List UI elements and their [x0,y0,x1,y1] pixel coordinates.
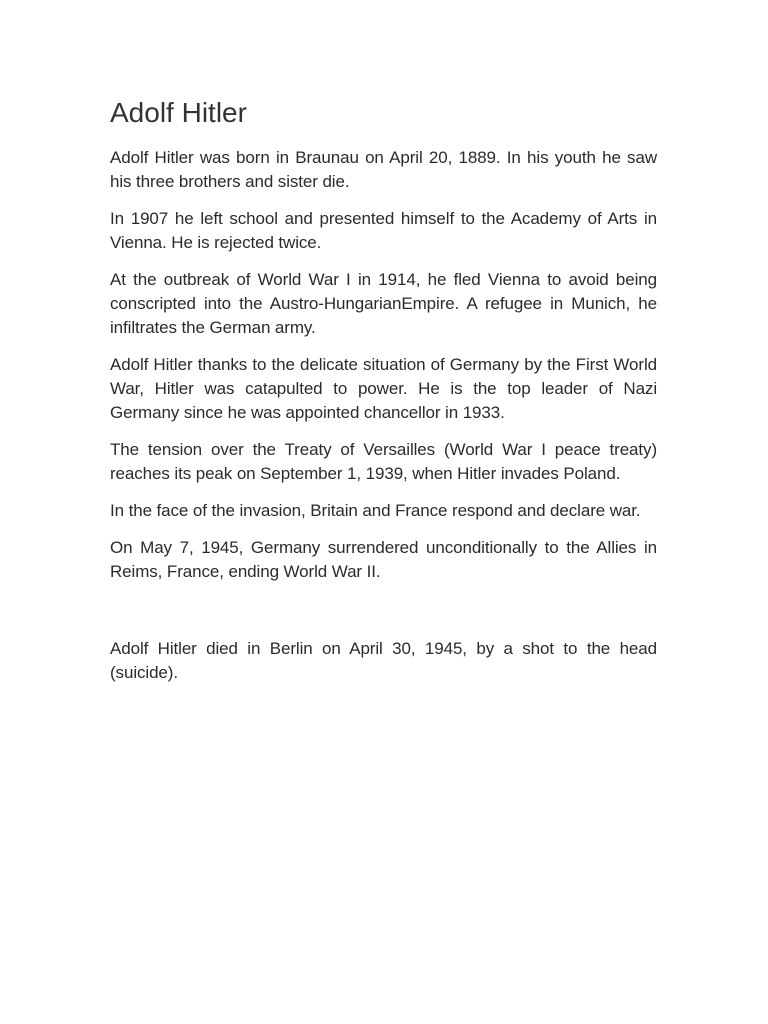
paragraph-academy: In 1907 he left school and presented himself to the Academy of Arts in Vienna. He is rejected twice. [110,209,657,252]
paragraph-war-declared: In the face of the invasion, Britain and France respond and declare war. [110,501,641,520]
paragraph-versailles: The tension over the Treaty of Versailles (World War I peace treaty) reaches its peak on September 1, 1939, when Hitler invades Poland. [110,440,657,483]
paragraph-death: Adolf Hitler died in Berlin on April 30, 1945, by a shot to the head (suicide). [110,639,657,682]
paragraph-gap [110,597,657,637]
paragraph-surrender: On May 7, 1945, Germany surrendered unconditionally to the Allies in Reims, France, ending World War II. [110,538,657,581]
paragraph-ww1: At the outbreak of World War I in 1914, he fled Vienna to avoid being conscripted into the Austro-HungarianEmpire. A refugee in Munich, he infiltrates the German army. [110,270,657,337]
document-page [110,96,657,698]
paragraph-birth: Adolf Hitler was born in Braunau on April 20, 1889. In his youth he saw his three brothers and sister die. [110,148,657,191]
document-title: Adolf Hitler [110,97,247,128]
paragraph-rise-to-power: Adolf Hitler thanks to the delicate situation of Germany by the First World War, Hitler was catapulted to power. He is the top leader of Nazi Germany since he was appointed chancellor in 1933. [110,355,657,422]
